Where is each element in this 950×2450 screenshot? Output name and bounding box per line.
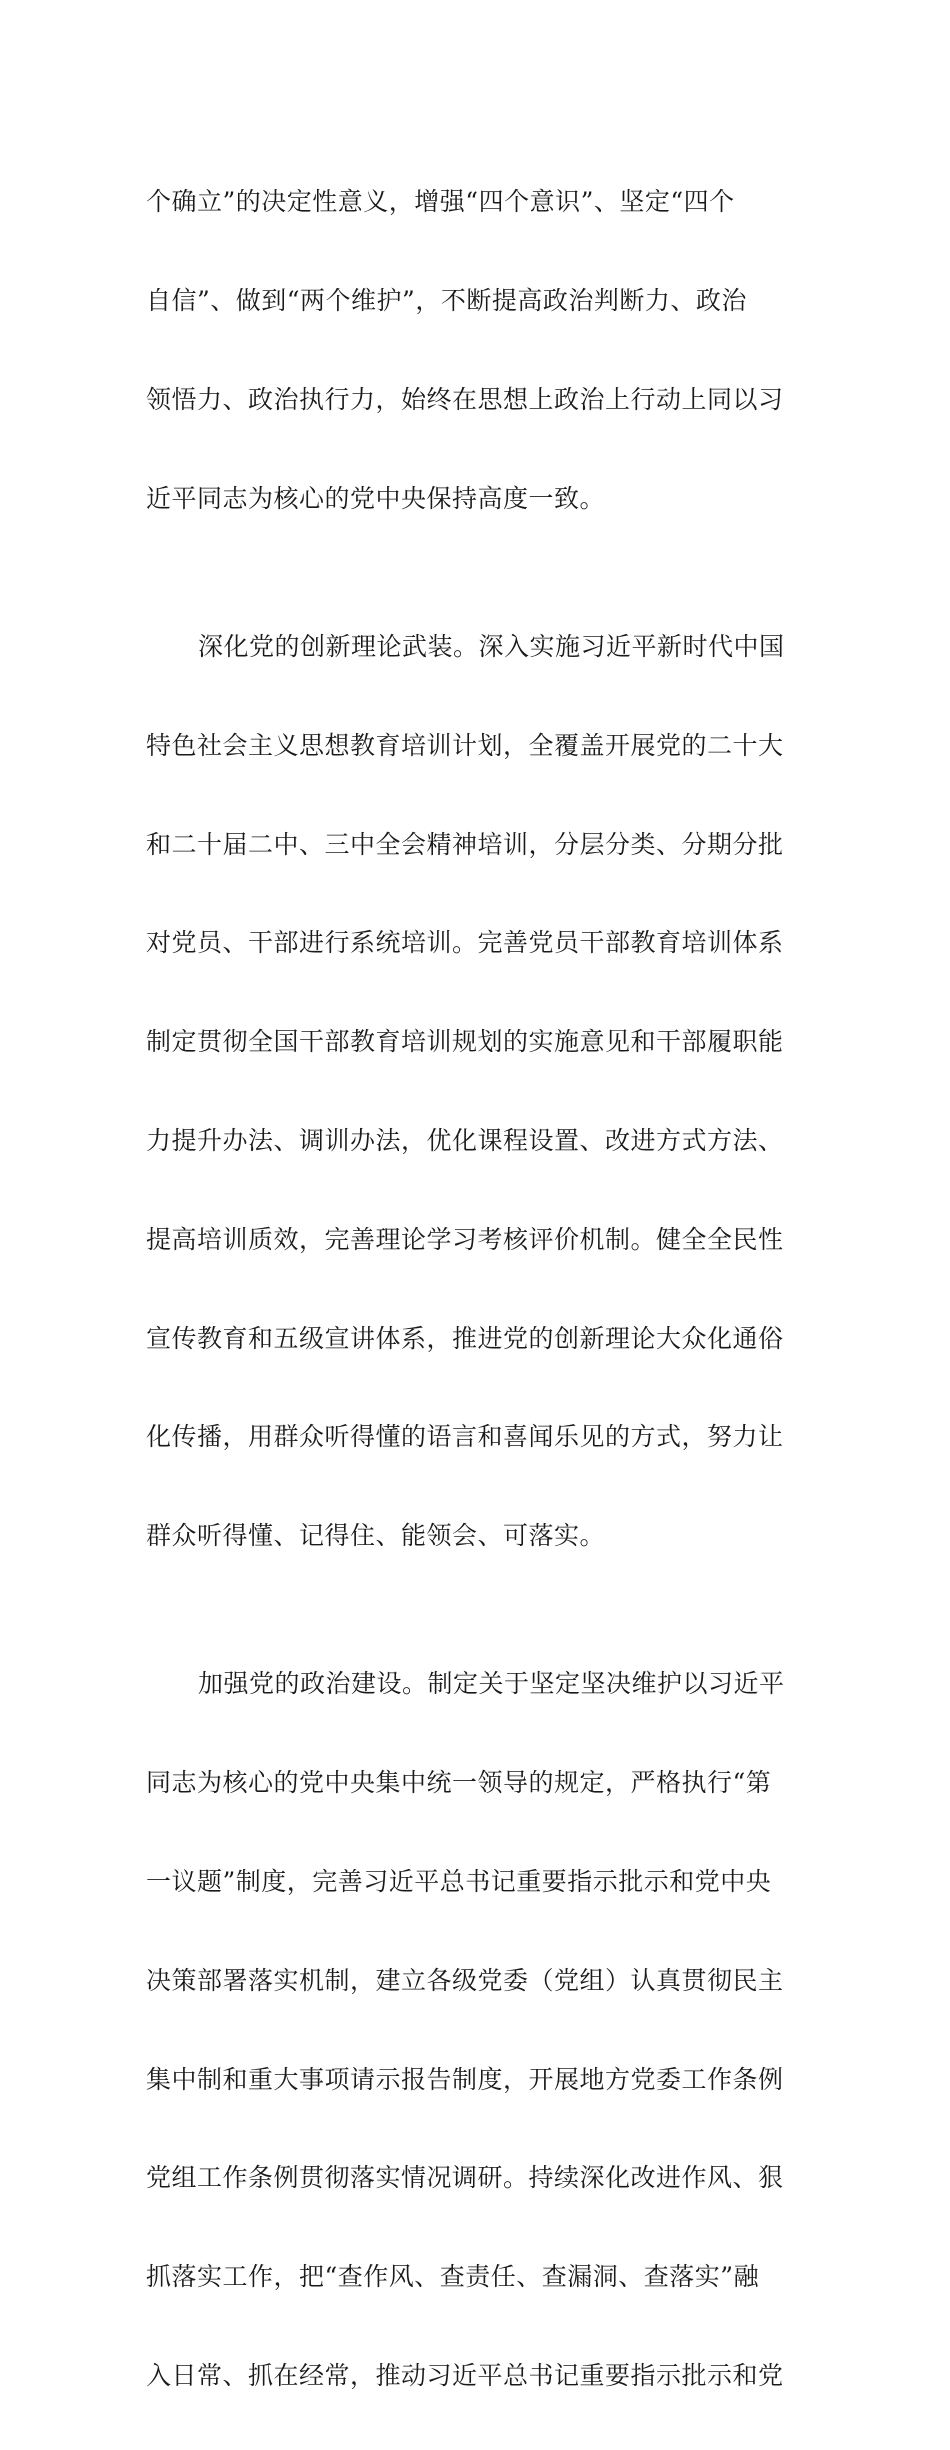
paragraph-1: [146, 128, 806, 573]
text-line: 入日常、抓在经常，推动习近平总书记重要指示批示和党: [146, 2360, 784, 2390]
text-line: 化传播，用群众听得懂的语言和喜闻乐见的方式，努力让: [146, 1422, 784, 1452]
text-line: 集中制和重大事项请示报告制度，开展地方党委工作条例: [146, 2064, 784, 2094]
text-line: 党组工作条例贯彻落实情况调研。持续深化改进作风、狠: [146, 2163, 784, 2193]
text-line: 深化党的创新理论武装。深入实施习近平新时代中国: [198, 632, 785, 661]
paragraph-2: [146, 573, 806, 1610]
text-line: 特色社会主义思想教育培训计划，全覆盖开展党的二十大: [146, 730, 784, 760]
text-line: 一议题”制度，完善习近平总书记重要指示批示和党中央: [146, 1866, 772, 1896]
text-line: 抓落实工作，把“查作风、查责任、查漏洞、查落实”融: [146, 2262, 760, 2292]
text-line: 对党员、干部进行系统培训。完善党员干部教育培训体系: [146, 928, 784, 958]
text-line: 同志为核心的党中央集中统一领导的规定，严格执行“第: [146, 1768, 772, 1798]
text-line: 近平同志为核心的党中央保持高度一致。: [146, 483, 606, 513]
text-line: 群众听得懂、记得住、能领会、可落实。: [146, 1521, 606, 1551]
text-line: 领悟力、政治执行力，始终在思想上政治上行动上同以习: [146, 385, 784, 414]
text-line: 个确立”的决定性意义，增强“四个意识”、坚定“四个: [146, 187, 735, 217]
text-line: 和二十届二中、三中全会精神培训，分层分类、分期分批: [146, 829, 784, 859]
text-line: 宣传教育和五级宣讲体系，推进党的创新理论大众化通俗: [146, 1323, 784, 1353]
text-line: 自信”、做到“两个维护”，不断提高政治判断力、政治: [146, 286, 747, 316]
paragraph-3: [146, 1610, 806, 2450]
text-line: 决策部署落实机制，建立各级党委（党组）认真贯彻民主: [146, 1965, 784, 1995]
text-line: 制定贯彻全国干部教育培训规划的实施意见和干部履职能: [146, 1027, 784, 1057]
text-line: 加强党的政治建设。制定关于坚定坚决维护以习近平: [198, 1669, 785, 1699]
text-line: 力提升办法、调训办法，优化课程设置、改进方式方法、: [146, 1125, 784, 1155]
text-line: 提高培训质效，完善理论学习考核评价机制。健全全民性: [146, 1224, 784, 1254]
document-body: [146, 128, 806, 2450]
